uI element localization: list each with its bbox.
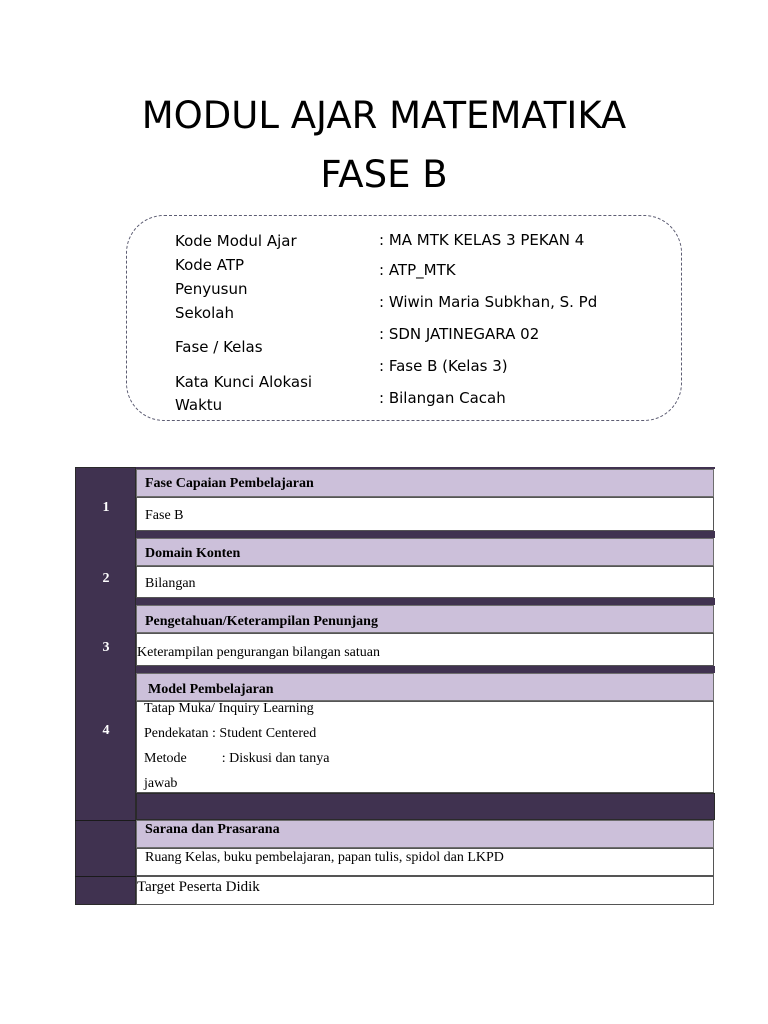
label-sekolah: Sekolah (175, 304, 234, 322)
label-fase-kelas: Fase / Kelas (175, 338, 263, 356)
row4-line-1: Tatap Muka/ Inquiry Learning (144, 701, 314, 716)
row4-line-4: jawab (144, 776, 178, 791)
left-column-divider (75, 876, 136, 877)
row4-header: Model Pembelajaran (136, 673, 714, 701)
value-kata-kunci: : Bilangan Cacah (379, 389, 506, 407)
row1-header: Fase Capaian Pembelajaran (136, 469, 714, 497)
row6-header: Target Peserta Didik (136, 876, 714, 905)
row1-content: Fase B (136, 497, 714, 531)
label-penyusun: Penyusun (175, 280, 248, 298)
value-kode-atp: : ATP_MTK (379, 261, 456, 279)
row2-content: Bilangan (136, 566, 714, 598)
value-kode-modul: : MA MTK KELAS 3 PEKAN 4 (379, 231, 585, 249)
row5-header: Sarana dan Prasarana (136, 820, 714, 848)
row3-header: Pengetahuan/Keterampilan Penunjang (136, 605, 714, 633)
value-sekolah: : SDN JATINEGARA 02 (379, 325, 540, 343)
row-separator (136, 666, 715, 673)
row4-line-3: Metode : Diskusi dan tanya (144, 751, 330, 766)
row1-number: 1 (102, 500, 110, 515)
value-penyusun: : Wiwin Maria Subkhan, S. Pd (379, 293, 598, 311)
row-separator-band (136, 793, 715, 820)
label-kode-atp: Kode ATP (175, 256, 245, 274)
row-separator (136, 598, 715, 605)
table-left-column (75, 467, 136, 905)
row2-header: Domain Konten (136, 538, 714, 566)
row4-line-2: Pendekatan : Student Centered (144, 726, 317, 741)
page-title: MODUL AJAR MATEMATIKA (141, 94, 627, 137)
row3-number: 3 (102, 640, 110, 655)
label-kata-kunci: Kata Kunci Alokasi Waktu (175, 373, 313, 411)
row2-number: 2 (102, 571, 110, 586)
value-fase-kelas: : Fase B (Kelas 3) (379, 357, 508, 375)
row5-content: Ruang Kelas, buku pembelajaran, papan tulis, spidol dan LKPD (136, 848, 714, 876)
row3-content: Keterampilan pengurangan bilangan satuan (136, 633, 714, 666)
left-column-divider (75, 820, 136, 821)
label-kode-modul: Kode Modul Ajar (175, 232, 297, 250)
page-subtitle: FASE B (320, 153, 448, 196)
row-separator (136, 531, 715, 538)
row4-number: 4 (102, 723, 110, 738)
